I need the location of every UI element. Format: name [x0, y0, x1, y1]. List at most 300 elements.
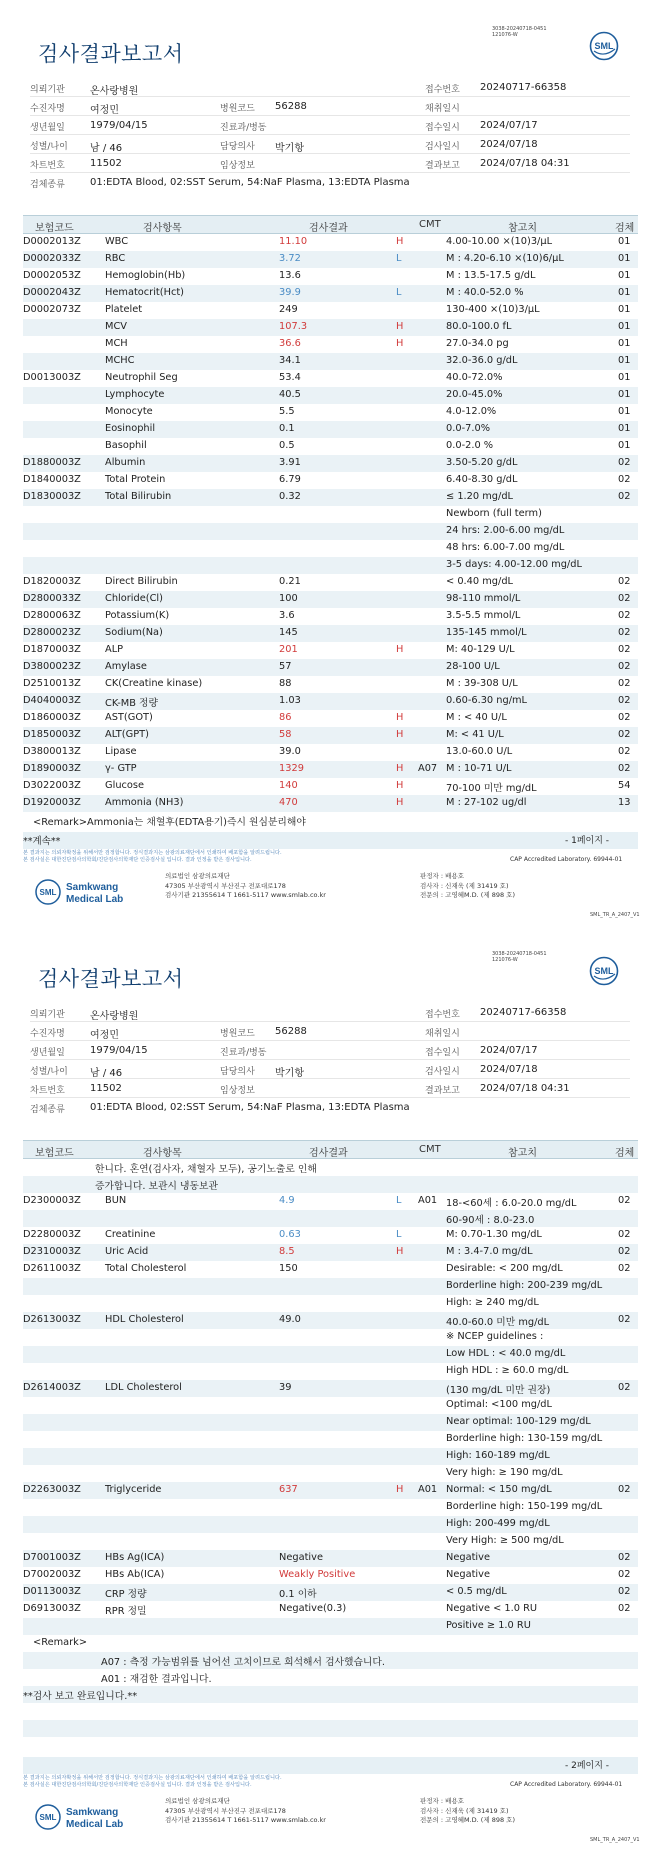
- test-code: D0013003Z: [23, 372, 81, 383]
- result-flag: H: [396, 1246, 404, 1257]
- reference-range: Negative: [446, 1569, 490, 1580]
- test-result: 3.6: [279, 610, 295, 621]
- svg-text:Medical Lab: Medical Lab: [66, 1819, 124, 1830]
- reference-range: Negative < 1.0 RU: [446, 1603, 538, 1614]
- reference-range: Borderline high: 200-239 mg/dL: [446, 1280, 603, 1291]
- specimen-code: 02: [618, 746, 631, 757]
- table-row: [23, 1482, 638, 1499]
- test-code: D3800023Z: [23, 661, 81, 672]
- reference-range: 60-90세 : 8.0-23.0: [446, 1215, 535, 1226]
- reference-range: High: 200-499 mg/dL: [446, 1518, 550, 1529]
- page-bar: [23, 1757, 638, 1774]
- specimen-code: 02: [618, 763, 631, 774]
- test-name: Lipase: [105, 746, 137, 757]
- reference-range: Newborn (full term): [446, 508, 542, 519]
- form-code: SML_TR_A_2407_V1: [590, 912, 640, 918]
- test-name: Chloride(Cl): [105, 593, 163, 604]
- reference-range: 27.0-34.0 pg: [446, 338, 509, 349]
- reference-range: Very high: ≥ 190 mg/dL: [446, 1467, 563, 1478]
- result-flag: H: [396, 712, 404, 723]
- test-name: MCH: [105, 338, 128, 349]
- table-row: [23, 421, 638, 438]
- reference-range: 24 hrs: 2.00-6.00 mg/dL: [446, 525, 565, 536]
- test-code: D2280003Z: [23, 1229, 81, 1240]
- test-name: BUN: [105, 1195, 127, 1206]
- specimen-code: 02: [618, 661, 631, 672]
- reference-range: Negative: [446, 1552, 490, 1563]
- test-result: 0.1 이하: [279, 1589, 317, 1600]
- reference-range: 32.0-36.0 g/dL: [446, 355, 518, 366]
- reference-range: 28-100 U/L: [446, 661, 500, 672]
- test-name: Potassium(K): [105, 610, 170, 621]
- reference-range: M : 27-102 ug/dl: [446, 797, 527, 808]
- reference-range: < 0.5 mg/dL: [446, 1586, 507, 1597]
- test-result: 11.10: [279, 236, 308, 247]
- remark-continued: 증가합니다. 보관시 냉동보관: [23, 1176, 638, 1193]
- remark-continued: 한니다. 혼연(검사자, 채혈자 모두), 공기노출로 인해: [95, 1164, 317, 1175]
- specimen-code: 02: [618, 1314, 631, 1325]
- test-name: WBC: [105, 236, 129, 247]
- test-name: Uric Acid: [105, 1246, 149, 1257]
- test-name: Basophil: [105, 440, 147, 451]
- svg-text:Medical Lab: Medical Lab: [66, 894, 124, 905]
- reference-range: 13.0-60.0 U/L: [446, 746, 513, 757]
- reference-range: M : 39-308 U/L: [446, 678, 518, 689]
- table-row: [23, 1584, 638, 1601]
- test-name: ALP: [105, 644, 124, 655]
- test-code: D6913003Z: [23, 1603, 81, 1614]
- test-code: D1870003Z: [23, 644, 81, 655]
- reported-date: 2024/07/18 04:31: [480, 1083, 570, 1094]
- test-name: Direct Bilirubin: [105, 576, 178, 587]
- test-result: 39.0: [279, 746, 301, 757]
- reference-range: M : 13.5-17.5 g/dL: [446, 270, 536, 281]
- test-result: Negative(0.3): [279, 1603, 347, 1614]
- table-row: [23, 455, 638, 472]
- test-result: 100: [279, 593, 298, 604]
- table-header: 보험코드 검사항목 검사결과 CMT 참고치 검체: [23, 1140, 638, 1159]
- reference-range: M : 40.0-52.0 %: [446, 287, 524, 298]
- remark-row: <Remark>Ammonia는 채혈후(EDTA용기)즉시 원심분리해야: [33, 817, 306, 828]
- test-name: Ammonia (NH3): [105, 797, 184, 808]
- reference-range: 4.00-10.00 ×(10)3/μL: [446, 236, 553, 247]
- table-row: [23, 1380, 638, 1397]
- sex-age: 남 / 46: [90, 143, 123, 154]
- sml-logo-icon: [589, 31, 619, 61]
- hospital-code: 56288: [275, 101, 307, 112]
- test-code: D2300003Z: [23, 1195, 81, 1206]
- patient-info: 의뢰기관 온사랑병원 접수번호 20240717-66358 수진자명 여정민 병원코드 56288 채취일시 생년월일 1979/04/15 진료과/병동 접수일시 2024/07/17 성별/나이 남 / 46 담당의사 박기항 검사일시 2024/07/18 차트번호 11502 임상정보 결과보고 2024/07/18 04:31 검체종류 01:EDTA Blood, 02:SST Serum, 54:NaF Plasma, 13:EDTA Plasma: [30, 78, 630, 192]
- table-row: [23, 234, 638, 251]
- svg-text:Samkwang: Samkwang: [66, 882, 119, 893]
- result-flag: H: [396, 729, 404, 740]
- specimen-code: 02: [618, 712, 631, 723]
- table-row: [23, 778, 638, 795]
- svg-text:SML: SML: [594, 966, 614, 976]
- specimen-code: 01: [618, 253, 631, 264]
- reference-range: 135-145 mmol/L: [446, 627, 527, 638]
- test-result: Weakly Positive: [279, 1569, 356, 1580]
- test-result: 40.5: [279, 389, 301, 400]
- reference-range: 40.0-60.0 미만 mg/dL: [446, 1317, 550, 1328]
- reference-range: 80.0-100.0 fL: [446, 321, 512, 332]
- result-flag: L: [396, 287, 402, 298]
- table-row: [23, 1295, 638, 1312]
- specimen-code: 01: [618, 372, 631, 383]
- reference-range: 0.0-2.0 %: [446, 440, 494, 451]
- specimen-code: 01: [618, 321, 631, 332]
- reference-range: Optimal: <100 mg/dL: [446, 1399, 552, 1410]
- disclaimer: 본 결과지는 의뢰자확정을 위해서만 검정합니다. 정식결과지는 삼광의료재단에서 인쇄하여 배포함을 알려드립니다. 본 검사실은 대한진단검사의학회/진단검사의학재단 인증검사실 입니다. 결과 인정을 받은 검사입니다.: [23, 1775, 282, 1788]
- test-result: 49.0: [279, 1314, 301, 1325]
- test-result: 0.32: [279, 491, 301, 502]
- test-result: 58: [279, 729, 292, 740]
- page-number: - 2페이지 -: [565, 1761, 610, 1771]
- test-name: Neutrophil Seg: [105, 372, 178, 383]
- table-row: [23, 1278, 638, 1295]
- test-name: Sodium(Na): [105, 627, 163, 638]
- table-row: [23, 693, 638, 710]
- test-code: D2614003Z: [23, 1382, 81, 1393]
- samkwang-logo-icon: [34, 872, 124, 912]
- test-result: 0.21: [279, 576, 301, 587]
- test-name: CK(Creatine kinase): [105, 678, 203, 689]
- reference-range: ※ NCEP guidelines :: [446, 1331, 544, 1342]
- reference-range: Near optimal: 100-129 mg/dL: [446, 1416, 591, 1427]
- reference-range: M: 40-129 U/L: [446, 644, 515, 655]
- test-name: Total Protein: [105, 474, 166, 485]
- specimen-code: 02: [618, 610, 631, 621]
- cap-accreditation: CAP Accredited Laboratory. 69944-01: [510, 1781, 623, 1788]
- test-result: 150: [279, 1263, 298, 1274]
- table-row: [23, 1499, 638, 1516]
- test-name: Hematocrit(Hct): [105, 287, 184, 298]
- svg-text:SML: SML: [39, 1813, 57, 1822]
- test-name: RBC: [105, 253, 126, 264]
- test-result: 4.9: [279, 1195, 295, 1206]
- reference-range: 0.0-7.0%: [446, 423, 491, 434]
- specimen-code: 02: [618, 729, 631, 740]
- specimen-code: 01: [618, 236, 631, 247]
- continue-bar: **계속** - 1페이지 -: [23, 832, 638, 849]
- table-header: 보험코드 검사항목 검사결과 CMT 참고치 검체: [23, 215, 638, 234]
- test-name: Total Cholesterol: [105, 1263, 187, 1274]
- report-title: 검사결과보고서: [38, 42, 184, 66]
- specimen-code: 02: [618, 695, 631, 706]
- test-name: Monocyte: [105, 406, 153, 417]
- test-code: D1890003Z: [23, 763, 81, 774]
- test-result: 3.72: [279, 253, 301, 264]
- specimen-code: 01: [618, 423, 631, 434]
- remark-line: A07 : 측정 가능범위를 넘어선 고치이므로 희석해서 검사했습니다.: [23, 1652, 638, 1669]
- test-code: D1820003Z: [23, 576, 81, 587]
- specimen-types: 01:EDTA Blood, 02:SST Serum, 54:NaF Plasma, 13:EDTA Plasma: [90, 177, 410, 188]
- staff-info: 판정자 : 배용호 검사자 : 신재욱 (제 31419 호) 전문의 : 고영혜M.D. (제 898 호): [420, 1797, 515, 1824]
- result-flag: L: [396, 1195, 402, 1206]
- received-date: 2024/07/17: [480, 1045, 538, 1056]
- specimen-code: 02: [618, 1603, 631, 1614]
- patient-name: 여정민: [90, 1030, 119, 1041]
- test-code: D1840003Z: [23, 474, 81, 485]
- result-flag: L: [396, 253, 402, 264]
- test-result: 107.3: [279, 321, 308, 332]
- reference-range: (130 mg/dL 미만 권장): [446, 1385, 551, 1396]
- table-row: [23, 1431, 638, 1448]
- specimen-code: 02: [618, 1586, 631, 1597]
- test-result: 1.03: [279, 695, 301, 706]
- specimen-code: 01: [618, 389, 631, 400]
- table-row: [23, 608, 638, 625]
- reference-range: High HDL : ≥ 60.0 mg/dL: [446, 1365, 569, 1376]
- test-name: Albumin: [105, 457, 146, 468]
- remark-row: <Remark>: [33, 1637, 88, 1648]
- reference-range: Low HDL : < 40.0 mg/dL: [446, 1348, 566, 1359]
- table-row: [23, 676, 638, 693]
- table-row: [23, 1312, 638, 1329]
- test-name: HBs Ag(ICA): [105, 1552, 165, 1563]
- svg-text:Samkwang: Samkwang: [66, 1807, 119, 1818]
- specimen-code: 02: [618, 593, 631, 604]
- table-row: [23, 285, 638, 302]
- specimen-code: 02: [618, 1229, 631, 1240]
- test-code: D0002043Z: [23, 287, 81, 298]
- test-result: 86: [279, 712, 292, 723]
- specimen-code: 02: [618, 1195, 631, 1206]
- table-row: [23, 302, 638, 319]
- test-name: Triglyceride: [105, 1484, 162, 1495]
- test-result: 53.4: [279, 372, 301, 383]
- test-name: Eosinophil: [105, 423, 156, 434]
- dob: 1979/04/15: [90, 1045, 148, 1056]
- test-result: 637: [279, 1484, 298, 1495]
- specimen-code: 54: [618, 780, 631, 791]
- result-flag: H: [396, 236, 404, 247]
- test-code: D2263003Z: [23, 1484, 81, 1495]
- patient-name: 여정민: [90, 105, 119, 116]
- test-code: D0113003Z: [23, 1586, 81, 1597]
- test-code: D1880003Z: [23, 457, 81, 468]
- test-name: RPR 정밀: [105, 1606, 147, 1617]
- result-flag: H: [396, 644, 404, 655]
- reference-range: 3-5 days: 4.00-12.00 mg/dL: [446, 559, 582, 570]
- specimen-code: 02: [618, 627, 631, 638]
- table-row: [23, 642, 638, 659]
- test-name: Total Bilirubin: [105, 491, 172, 502]
- test-result: 470: [279, 797, 298, 808]
- reference-range: M : 10-71 U/L: [446, 763, 512, 774]
- test-code: D7001003Z: [23, 1552, 81, 1563]
- table-row: [23, 1601, 638, 1618]
- test-result: 34.1: [279, 355, 301, 366]
- disclaimer: 본 결과지는 의뢰자확정을 위해서만 검정합니다. 정식결과지는 삼광의료재단에서 인쇄하여 배포함을 알려드립니다. 본 검사실은 대한진단검사의학회/진단검사의학재단 인증검사실 입니다. 결과 인정을 받은 검사입니다.: [23, 850, 282, 863]
- specimen-code: 02: [618, 1263, 631, 1274]
- reference-range: M : 3.4-7.0 mg/dL: [446, 1246, 533, 1257]
- report-page-2: [0, 925, 655, 1850]
- specimen-code: 01: [618, 304, 631, 315]
- test-name: Glucose: [105, 780, 145, 791]
- org-info: 의료법인 삼광의료재단 47305 부산광역시 부산진구 전포대로178 검사기관 21355614 T 1661-5117 www.smlab.co.kr: [165, 1797, 326, 1824]
- test-name: MCV: [105, 321, 127, 332]
- page-number: - 1페이지 -: [565, 836, 610, 846]
- specimen-code: 02: [618, 491, 631, 502]
- test-code: D2800023Z: [23, 627, 81, 638]
- reference-range: M: 0.70-1.30 mg/dL: [446, 1229, 542, 1240]
- test-code: D2800063Z: [23, 610, 81, 621]
- samkwang-logo-icon: [34, 1797, 124, 1837]
- specimen-code: 02: [618, 644, 631, 655]
- table-row: [23, 472, 638, 489]
- report-complete: **검사 보고 완료입니다.**: [23, 1686, 638, 1703]
- table-row: [23, 1210, 638, 1227]
- table-row: [23, 1346, 638, 1363]
- comment-code: A01: [418, 1484, 438, 1495]
- table-row: [23, 727, 638, 744]
- specimen-code: 02: [618, 1569, 631, 1580]
- table-row: [23, 438, 638, 455]
- barcode-id: 3038-20240718-0451 121076-W: [492, 26, 547, 38]
- table-row: [23, 1397, 638, 1414]
- test-code: D1830003Z: [23, 491, 81, 502]
- patient-info: 의뢰기관 온사랑병원 접수번호 20240717-66358 수진자명 여정민 병원코드 56288 채취일시 생년월일 1979/04/15 진료과/병동 접수일시 2024/07/17 성별/나이 남 / 46 담당의사 박기항 검사일시 2024/07/18 차트번호 11502 임상정보 결과보고 2024/07/18 04:31 검체종류 01:EDTA Blood, 02:SST Serum, 54:NaF Plasma, 13:EDTA Plasma: [30, 1003, 630, 1117]
- test-result: 145: [279, 627, 298, 638]
- reference-range: M : 4.20-6.10 ×(10)6/μL: [446, 253, 564, 264]
- reference-range: Positive ≥ 1.0 RU: [446, 1620, 531, 1631]
- reference-range: 4.0-12.0%: [446, 406, 497, 417]
- sml-logo-icon: [589, 956, 619, 986]
- cap-accreditation: CAP Accredited Laboratory. 69944-01: [510, 856, 623, 863]
- test-result: 39: [279, 1382, 292, 1393]
- specimen-code: 01: [618, 287, 631, 298]
- test-result: 201: [279, 644, 298, 655]
- table-row: [23, 574, 638, 591]
- reference-range: M : < 40 U/L: [446, 712, 507, 723]
- svg-text:SML: SML: [39, 888, 57, 897]
- table-row: [23, 710, 638, 727]
- doctor-name: 박기항: [275, 1068, 304, 1079]
- form-code: SML_TR_A_2407_V1: [590, 1837, 640, 1843]
- table-row: [23, 744, 638, 761]
- test-result: 13.6: [279, 270, 301, 281]
- table-row: [23, 540, 638, 557]
- table-row: [23, 1533, 638, 1550]
- test-code: D2800033Z: [23, 593, 81, 604]
- reference-range: Borderline high: 150-199 mg/dL: [446, 1501, 603, 1512]
- table-row: [23, 1329, 638, 1346]
- table-row: [23, 387, 638, 404]
- reference-range: 6.40-8.30 g/dL: [446, 474, 518, 485]
- test-code: D0002073Z: [23, 304, 81, 315]
- test-result: 6.79: [279, 474, 301, 485]
- test-code: D7002003Z: [23, 1569, 81, 1580]
- specimen-code: 13: [618, 797, 631, 808]
- specimen-code: 01: [618, 406, 631, 417]
- chart-number: 11502: [90, 1083, 122, 1094]
- test-code: D3800013Z: [23, 746, 81, 757]
- test-result: 0.1: [279, 423, 295, 434]
- test-code: D1860003Z: [23, 712, 81, 723]
- result-flag: H: [396, 780, 404, 791]
- reference-range: 48 hrs: 6.00-7.00 mg/dL: [446, 542, 565, 553]
- specimen-code: 02: [618, 474, 631, 485]
- specimen-code: 01: [618, 338, 631, 349]
- test-code: D2611003Z: [23, 1263, 81, 1274]
- result-flag: L: [396, 1229, 402, 1240]
- test-result: 36.6: [279, 338, 301, 349]
- table-row: [23, 523, 638, 540]
- test-code: D0002013Z: [23, 236, 81, 247]
- test-code: D2510013Z: [23, 678, 81, 689]
- test-result: 57: [279, 661, 292, 672]
- reference-range: 40.0-72.0%: [446, 372, 503, 383]
- specimen-code: 02: [618, 1484, 631, 1495]
- table-row: [23, 795, 638, 812]
- received-date: 2024/07/17: [480, 120, 538, 131]
- reference-range: 18-<60세 : 6.0-20.0 mg/dL: [446, 1198, 577, 1209]
- test-code: D1920003Z: [23, 797, 81, 808]
- table-row: [23, 1244, 638, 1261]
- table-row: [23, 353, 638, 370]
- test-name: Hemoglobin(Hb): [105, 270, 186, 281]
- test-result: 249: [279, 304, 298, 315]
- remark-line: A01 : 재검한 결과입니다.: [101, 1674, 212, 1685]
- doctor-name: 박기항: [275, 143, 304, 154]
- client-name: 온사랑병원: [90, 86, 139, 97]
- table-row: [23, 489, 638, 506]
- test-name: MCHC: [105, 355, 135, 366]
- test-result: 0.5: [279, 440, 295, 451]
- table-row: [23, 1227, 638, 1244]
- result-flag: H: [396, 338, 404, 349]
- comment-code: A01: [418, 1195, 438, 1206]
- table-row: [23, 336, 638, 353]
- test-name: HDL Cholesterol: [105, 1314, 184, 1325]
- test-name: CK-MB 정량: [105, 698, 158, 709]
- table-row: [23, 506, 638, 523]
- test-result: 39.9: [279, 287, 301, 298]
- test-result: 8.5: [279, 1246, 295, 1257]
- specimen-types: 01:EDTA Blood, 02:SST Serum, 54:NaF Plasma, 13:EDTA Plasma: [90, 1102, 410, 1113]
- test-code: D4040003Z: [23, 695, 81, 706]
- tested-date: 2024/07/18: [480, 139, 538, 150]
- specimen-code: 01: [618, 355, 631, 366]
- specimen-code: 01: [618, 270, 631, 281]
- receipt-number: 20240717-66358: [480, 82, 567, 93]
- reference-range: 20.0-45.0%: [446, 389, 503, 400]
- test-name: Creatinine: [105, 1229, 156, 1240]
- specimen-code: 02: [618, 1382, 631, 1393]
- table-row: [23, 268, 638, 285]
- test-code: D0002033Z: [23, 253, 81, 264]
- reference-range: Desirable: < 200 mg/dL: [446, 1263, 563, 1274]
- test-result: 5.5: [279, 406, 295, 417]
- client-name: 온사랑병원: [90, 1011, 139, 1022]
- reference-range: M: < 41 U/L: [446, 729, 504, 740]
- reference-range: Borderline high: 130-159 mg/dL: [446, 1433, 603, 1444]
- test-code: D2310003Z: [23, 1246, 81, 1257]
- test-name: Platelet: [105, 304, 143, 315]
- report-title: 검사결과보고서: [38, 967, 184, 991]
- reference-range: 3.5-5.5 mmol/L: [446, 610, 521, 621]
- receipt-number: 20240717-66358: [480, 1007, 567, 1018]
- table-row: [23, 625, 638, 642]
- comment-code: A07: [418, 763, 438, 774]
- test-name: Amylase: [105, 661, 147, 672]
- sex-age: 남 / 46: [90, 1068, 123, 1079]
- test-result: Negative: [279, 1552, 323, 1563]
- specimen-code: 02: [618, 1552, 631, 1563]
- test-code: D3022003Z: [23, 780, 81, 791]
- table-row: [23, 1516, 638, 1533]
